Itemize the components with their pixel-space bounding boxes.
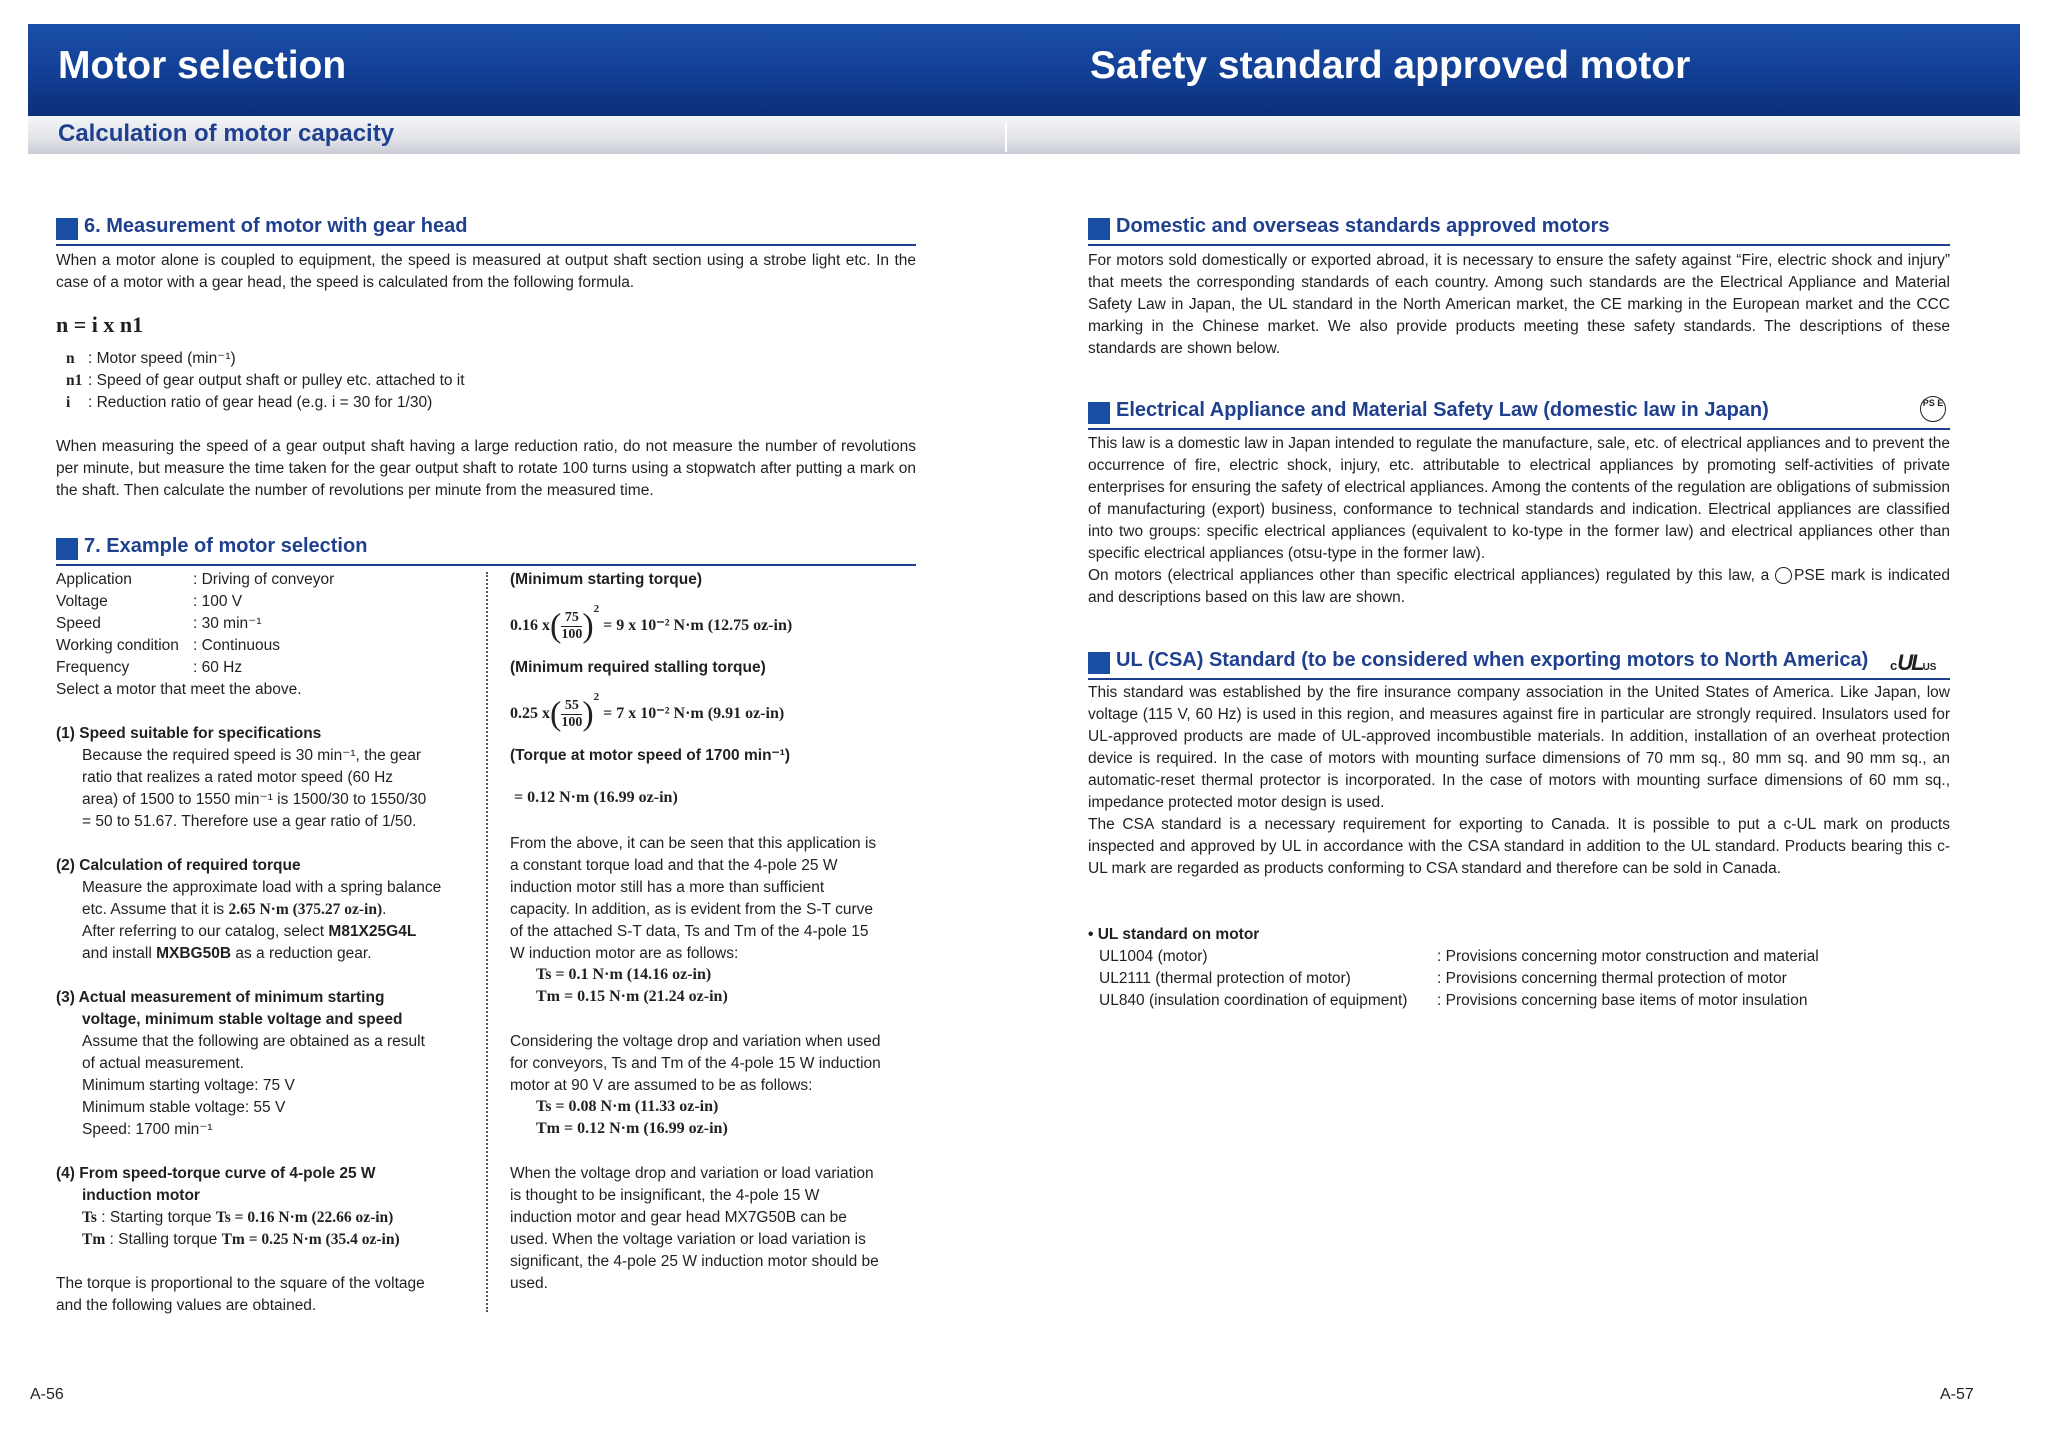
right-page-title: Safety standard approved motor (1090, 44, 1691, 87)
exponent: 2 (593, 691, 600, 703)
text: . (382, 901, 387, 918)
numerator: 75 (561, 610, 582, 627)
analysis-line: of the attached S-T data, Ts and Tm of the 4-pole 15 (510, 923, 869, 940)
ul-list-item (1099, 968, 1787, 990)
step-1-title: (1) Speed suitable for specifications (56, 725, 322, 742)
analysis-line: W induction motor are as follows: (510, 945, 739, 962)
spec-value: : 30 min⁻¹ (193, 615, 262, 632)
section-6-title: 6. Measurement of motor with gear head (84, 215, 468, 237)
proportional-note: The torque is proportional to the square of the voltage (56, 1275, 425, 1292)
select-instruction: Select a motor that meet the above. (56, 681, 302, 698)
text: On motors (electrical appliances other than specific electrical appliances) regulated by this law, a (1088, 567, 1776, 584)
fraction (561, 610, 582, 643)
cul-us-logo-icon (1890, 650, 1936, 676)
eq-prefix: 0.25 x (510, 705, 550, 722)
ul-standard-name: UL2111 (thermal protection of motor) (1099, 970, 1351, 987)
ul-standard-name: UL840 (insulation coordination of equipment) (1099, 992, 1408, 1009)
domestic-heading (1088, 214, 1950, 246)
def-symbol: i (66, 394, 71, 411)
numerator: 55 (561, 698, 582, 715)
step-2-title: (2) Calculation of required torque (56, 857, 301, 874)
gear-model: MXBG50B (156, 945, 232, 962)
spec-label: Application (56, 571, 132, 588)
ts-symbol: Ts (82, 1209, 97, 1226)
paren: ( (550, 607, 562, 645)
step-3-line: Minimum starting voltage: 75 V (82, 1077, 295, 1094)
conclusion-line: induction motor and gear head MX7G50B can be (510, 1209, 847, 1226)
step-2-line: Measure the approximate load with a spring balance (82, 879, 442, 896)
page-number-right: A-57 (1940, 1386, 1974, 1403)
spec-row (56, 591, 242, 613)
tm-value: Tm = 0.25 N·m (35.4 oz-in) (221, 1231, 400, 1248)
def-symbol: n (66, 350, 75, 367)
eq-result: = 9 x 10⁻² N·m (12.75 oz-in) (603, 617, 793, 634)
denominator: 100 (561, 714, 583, 730)
logo-c: c (1890, 658, 1898, 673)
ul-text-2: The CSA standard is a necessary requirement for exporting to Canada. It is possible to put a c-UL mark on products inspected and approved by UL in accordance with the CSA standard in addition to the UL standard. Products bearing this c-UL mark are regarded as products conforming to CSA standard and therefore can be sold in Canada. (1088, 816, 1950, 877)
exponent: 2 (593, 603, 600, 615)
text: After referring to our catalog, select (82, 923, 329, 940)
torque-at-speed-title: (Torque at motor speed of 1700 min⁻¹) (510, 747, 791, 764)
def-text: : Speed of gear output shaft or pulley etc. attached to it (88, 372, 465, 389)
step-3-line: Minimum stable voltage: 55 V (82, 1099, 286, 1116)
ul-standard-name: UL1004 (motor) (1099, 948, 1208, 965)
section-marker (56, 538, 78, 560)
tm-symbol: Tm (82, 1231, 106, 1248)
section-6-heading (56, 214, 916, 246)
step-1-line: ratio that realizes a rated motor speed (60 Hz (82, 769, 394, 786)
step-2-line (82, 899, 386, 921)
spec-value: : 60 Hz (193, 659, 243, 676)
section-6-intro: When a motor alone is coupled to equipment, the speed is measured at output shaft section using a strobe light etc. In the case of a motor with a gear head, the speed is calculated from the following formula. (56, 252, 916, 291)
spec-value: : Continuous (193, 637, 281, 654)
eq-prefix: 0.16 x (510, 617, 550, 634)
left-page-title: Motor selection (58, 44, 347, 87)
denominator: 100 (561, 626, 583, 642)
load-value: 2.65 N·m (375.27 oz-in) (228, 901, 383, 918)
logo-ul: UL (1897, 650, 1923, 675)
section-marker (1088, 652, 1110, 674)
step-3-title-cont: voltage, minimum stable voltage and speed (82, 1011, 403, 1028)
step-4-title-cont: induction motor (82, 1187, 200, 1204)
step-3-line: of actual measurement. (82, 1055, 244, 1072)
spec-row (56, 635, 280, 657)
step-2-line (82, 921, 416, 943)
spec-label: Voltage (56, 593, 108, 610)
tm-90v-value: Tm = 0.12 N·m (16.99 oz-in) (536, 1120, 728, 1137)
conclusion-line: significant, the 4-pole 25 W induction motor should be (510, 1253, 879, 1270)
domestic-title: Domestic and overseas standards approved motors (1116, 215, 1610, 237)
spec-label: Working condition (56, 637, 179, 654)
ul-text-1: This standard was established by the fire insurance company association in the United States of America. Like Japan, low voltage (115 V, 60 Hz) is used in this region, and measures against fire in particular are strongly required. Insulators used for UL-approved products are made of UL-approved incombustible materials. In addition, installation of an overheat protection device is required. In the case of motors with mounting surface dimensions of 70 mm sq., 80 mm sq. and 90 mm sq., an automatic-reset thermal protector is incorporated. In the case of motors with mounting surface dimensions of 60 mm sq., impedance protected motor design is used. (1088, 684, 1950, 811)
spec-label: Speed (56, 615, 101, 632)
logo-us: US (1922, 662, 1937, 673)
def-i (66, 392, 432, 414)
tm-15w-value: Tm = 0.15 N·m (21.24 oz-in) (536, 988, 728, 1005)
text: : Starting torque (96, 1209, 216, 1226)
ul-title: UL (CSA) Standard (to be considered when exporting motors to North America) (1116, 649, 1869, 671)
paren: ) (582, 607, 594, 645)
step-1-line: = 50 to 51.67. Therefore use a gear ratio of 1/50. (82, 813, 417, 830)
voltage-drop-line: motor at 90 V are assumed to be as follows: (510, 1077, 813, 1094)
spec-row (56, 657, 242, 679)
section-marker (1088, 218, 1110, 240)
step-1-line: area) of 1500 to 1550 min⁻¹ is 1500/30 to 1550/30 (82, 791, 427, 808)
header-banner (28, 24, 2020, 116)
analysis-line: a constant torque load and that the 4-pole 25 W (510, 857, 838, 874)
ul-standard-desc: : Provisions concerning thermal protection of motor (1437, 970, 1787, 987)
section-7-heading (56, 534, 916, 566)
speed-formula: n = i x n1 (56, 312, 144, 337)
pse-title: Electrical Appliance and Material Safety Law (domestic law in Japan) (1116, 399, 1769, 421)
ts-value: Ts = 0.16 N·m (22.66 oz-in) (215, 1209, 394, 1226)
section-6-note: When measuring the speed of a gear output shaft having a large reduction ratio, do not measure the number of revolutions per minute, but measure the time taken for the gear output shaft to rotate 100 turns using a stopwatch after putting a mark on the shaft. Then calculate the number of revolutions per minute from the measured time. (56, 438, 916, 499)
ul-list-title: • UL standard on motor (1088, 926, 1260, 943)
paren: ( (550, 695, 562, 733)
def-text: : Reduction ratio of gear head (e.g. i = 30 for 1/30) (88, 394, 433, 411)
ts-90v-value: Ts = 0.08 N·m (11.33 oz-in) (536, 1098, 719, 1115)
def-text: : Motor speed (min⁻¹) (88, 350, 236, 367)
voltage-drop-line: for conveyors, Ts and Tm of the 4-pole 15 W induction (510, 1055, 881, 1072)
conclusion-line: used. When the voltage variation or load variation is (510, 1231, 866, 1248)
min-starting-torque-title: (Minimum starting torque) (510, 571, 703, 588)
conclusion-line: is thought to be insignificant, the 4-pole 15 W (510, 1187, 820, 1204)
step-1-line: Because the required speed is 30 min⁻¹, the gear (82, 747, 422, 764)
stalling-torque-row (82, 1229, 400, 1251)
step-3-line: Assume that the following are obtained as a result (82, 1033, 425, 1050)
step-2-line (82, 943, 372, 965)
text: : Stalling torque (105, 1231, 222, 1248)
analysis-line: From the above, it can be seen that this application is (510, 835, 877, 852)
text: etc. Assume that it is (82, 901, 229, 918)
conclusion-line: used. (510, 1275, 548, 1292)
text: PSE mark is indicated and descriptions based on this law are shown. (1088, 567, 1950, 606)
min-stalling-torque-title: (Minimum required stalling torque) (510, 659, 766, 676)
section-marker (56, 218, 78, 240)
proportional-note: and the following values are obtained. (56, 1297, 317, 1314)
ul-list-item (1099, 946, 1819, 968)
page-number-left: A-56 (30, 1386, 64, 1403)
pse-heading (1088, 398, 1950, 430)
fraction (561, 698, 582, 731)
spec-value: : Driving of conveyor (193, 571, 335, 588)
torque-at-speed-value: = 0.12 N·m (16.99 oz-in) (514, 789, 678, 806)
min-stalling-torque-equation (510, 691, 784, 733)
motor-model: M81X25G4L (328, 923, 417, 940)
eq-result: = 7 x 10⁻² N·m (9.91 oz-in) (603, 705, 785, 722)
step-3-title: (3) Actual measurement of minimum starting (56, 989, 385, 1006)
conclusion-line: When the voltage drop and variation or load variation (510, 1165, 874, 1182)
starting-torque-row (82, 1207, 393, 1229)
def-n (66, 348, 236, 370)
ul-heading (1088, 648, 1950, 680)
spec-label: Frequency (56, 659, 130, 676)
text: and install (82, 945, 157, 962)
text: as a reduction gear. (231, 945, 372, 962)
step-3-line: Speed: 1700 min⁻¹ (82, 1121, 213, 1138)
ul-list-item (1099, 990, 1807, 1012)
section-marker (1088, 402, 1110, 424)
spec-row (56, 569, 334, 591)
def-symbol: n1 (66, 372, 83, 389)
pse-mark-inline-icon (1775, 567, 1792, 584)
column-separator (486, 572, 488, 1312)
page-divider (1005, 122, 1007, 152)
domestic-text: For motors sold domestically or exported abroad, it is necessary to ensure the safety against “Fire, electric shock and injury” that meets the corresponding standards of each country. Among such standards are the Electrical Appliance and Material Safety Law in Japan, the UL standard in the North American market, the CE marking in the European market and the CCC marking in the Chinese market. We also provide products meeting these safety standards. The descriptions of these standards are shown below. (1088, 252, 1950, 357)
pse-text-2 (1088, 565, 1950, 609)
ul-standard-desc: : Provisions concerning base items of motor insulation (1437, 992, 1808, 1009)
analysis-line: induction motor still has a more than sufficient (510, 879, 825, 896)
subtitle-bar (28, 116, 2020, 154)
spec-value: : 100 V (193, 593, 243, 610)
section-7-title: 7. Example of motor selection (84, 535, 368, 557)
ul-standard-desc: : Provisions concerning motor construction and material (1437, 948, 1819, 965)
pse-mark-icon (1920, 396, 1946, 422)
paren: ) (582, 695, 594, 733)
analysis-line: capacity. In addition, as is evident from the S-T curve (510, 901, 873, 918)
subtitle: Calculation of motor capacity (58, 120, 395, 147)
step-4-title: (4) From speed-torque curve of 4-pole 25 W (56, 1165, 376, 1182)
voltage-drop-line: Considering the voltage drop and variation when used (510, 1033, 881, 1050)
ts-15w-value: Ts = 0.1 N·m (14.16 oz-in) (536, 966, 712, 983)
pse-mark-text: PS E (1922, 398, 1944, 408)
spec-row (56, 613, 261, 635)
pse-text: This law is a domestic law in Japan intended to regulate the manufacture, sale, etc. of electrical appliances and to prevent the occurrence of fire, electric shock, injury, etc. attributable to electrical appliances by promoting self-activities of private enterprises for ensuring the safety of electrical appliances. Among the contents of the regulation are obligations of submission of manufacturing (export) business, conformance to technical standards and indication. Electrical appliances are classified into two groups: specific electrical appliances (equivalent to ko-type in the former law) and electrical appliances other than specific electrical appliances (otsu-type in the former law). (1088, 435, 1950, 562)
min-starting-torque-equation (510, 603, 792, 645)
def-n1 (66, 370, 465, 392)
